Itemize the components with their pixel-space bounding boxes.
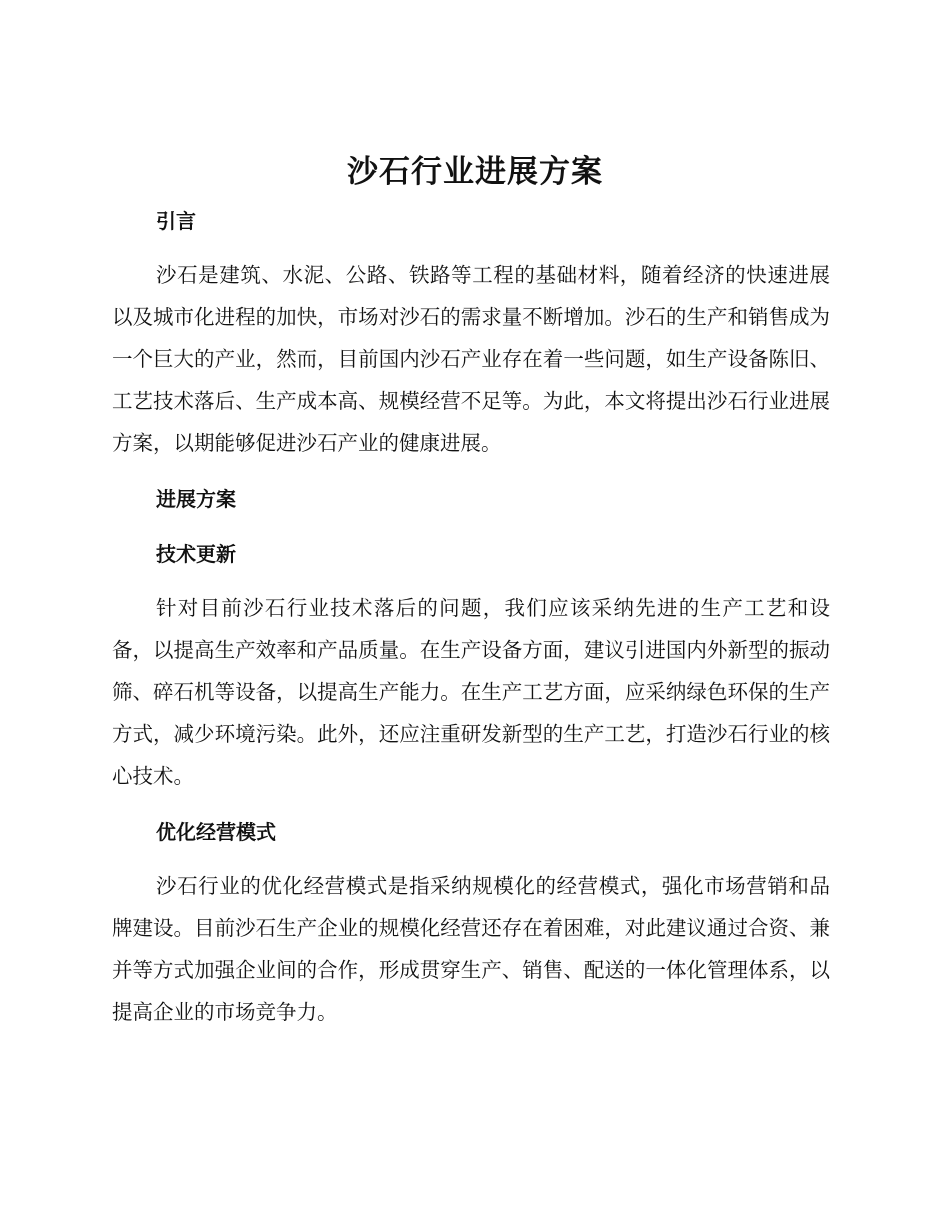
section-paragraph-business-model: 沙石行业的优化经营模式是指采纳规模化的经营模式，强化市场营销和品牌建设。目前沙石生产企业的规模化经营还存在着困难，对此建议通过合资、兼并等方式加强企业间的合作，形成贯穿生产、销售、配送的一体化管理体系，以提高企业的市场竞争力。 — [112, 874, 830, 1024]
section-paragraph-tech-update: 针对目前沙石行业技术落后的问题，我们应该采纳先进的生产工艺和设备，以提高生产效率和产品质量。在生产设备方面，建议引进国内外新型的振动筛、碎石机等设备，以提高生产能力。在生产工艺方面，应采纳绿色环保的生产方式，减少环境污染。此外，还应注重研发新型的生产工艺，打造沙石行业的核心技术。 — [112, 596, 830, 788]
section-heading-business-model: 优化经营模式 — [156, 820, 276, 844]
section-paragraph-introduction: 沙石是建筑、水泥、公路、铁路等工程的基础材料，随着经济的快速进展以及城市化进程的加快，市场对沙石的需求量不断增加。沙石的生产和销售成为一个巨大的产业，然而，目前国内沙石产业存在着一些问题，如生产设备陈旧、工艺技术落后、生产成本高、规模经营不足等。为此，本文将提出沙石行业进展方案，以期能够促进沙石产业的健康进展。 — [112, 263, 830, 455]
section-heading-plan: 进展方案 — [156, 487, 236, 511]
document-title: 沙石行业进展方案 — [347, 154, 603, 190]
section-heading-tech-update: 技术更新 — [156, 542, 236, 566]
section-heading-introduction: 引言 — [156, 209, 196, 233]
